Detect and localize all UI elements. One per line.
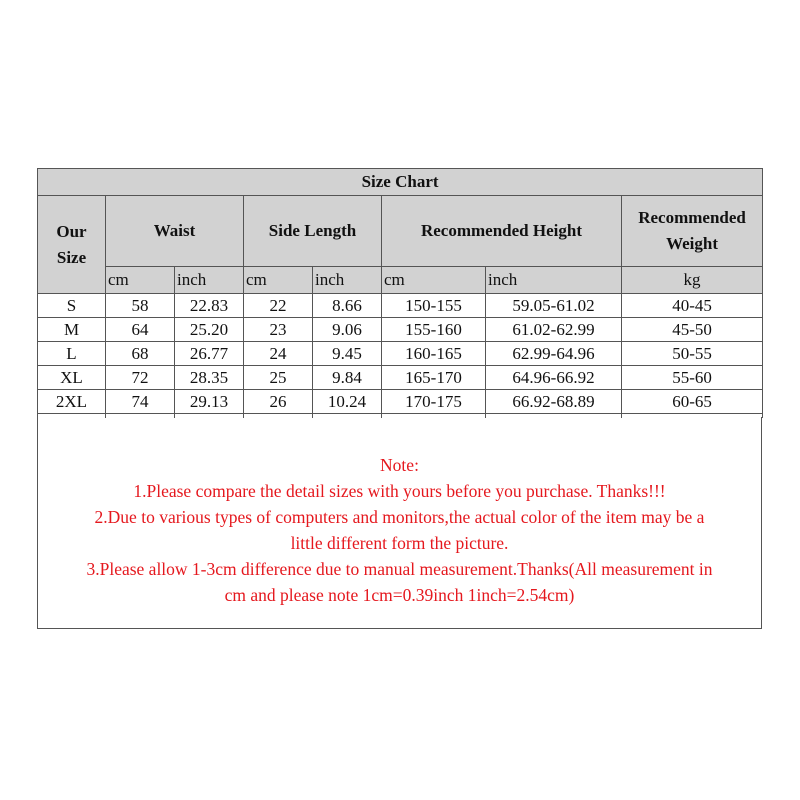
cell-waist-inch: 25.20 [175, 318, 244, 342]
chart-outer-border [37, 417, 762, 629]
unit-weight-kg: kg [622, 267, 763, 294]
note-line-5: cm and please note 1cm=0.39inch 1inch=2.54cm) [224, 585, 575, 605]
unit-side-cm: cm [244, 267, 313, 294]
cell-waist-inch: 22.83 [175, 294, 244, 318]
header-recommended-weight: Recommended Weight [622, 196, 763, 267]
cell-side-inch: 8.66 [313, 294, 382, 318]
cell-height-cm: 170-175 [382, 390, 486, 414]
cell-side-cm: 26 [244, 390, 313, 414]
cell-waist-cm: 72 [106, 366, 175, 390]
cell-waist-inch: 28.35 [175, 366, 244, 390]
cell-height-cm: 165-170 [382, 366, 486, 390]
cell-size: S [38, 294, 106, 318]
chart-title: Size Chart [38, 169, 763, 196]
table-row [38, 294, 763, 318]
cell-side-inch: 10.24 [313, 390, 382, 414]
cell-waist-cm: 68 [106, 342, 175, 366]
cell-side-cm: 23 [244, 318, 313, 342]
table-row [38, 366, 763, 390]
cell-height-inch: 59.05-61.02 [486, 294, 622, 318]
cell-height-inch: 62.99-64.96 [486, 342, 622, 366]
cell-side-inch: 9.06 [313, 318, 382, 342]
cell-waist-inch: 26.77 [175, 342, 244, 366]
note-line-4: 3.Please allow 1-3cm difference due to manual measurement.Thanks(All measurement in [86, 559, 713, 579]
cell-height-cm: 155-160 [382, 318, 486, 342]
unit-height-inch: inch [486, 267, 622, 294]
cell-weight: 40-45 [622, 294, 763, 318]
cell-side-cm: 24 [244, 342, 313, 366]
note-line-2: 2.Due to various types of computers and monitors,the actual color of the item may be a [94, 507, 705, 527]
cell-side-inch: 9.84 [313, 366, 382, 390]
cell-waist-cm: 74 [106, 390, 175, 414]
cell-waist-inch: 29.13 [175, 390, 244, 414]
header-side-length: Side Length [244, 196, 382, 267]
unit-waist-inch: inch [175, 267, 244, 294]
unit-height-cm: cm [382, 267, 486, 294]
cell-waist-cm: 64 [106, 318, 175, 342]
size-chart-table [37, 168, 763, 418]
cell-size: M [38, 318, 106, 342]
cell-side-cm: 25 [244, 366, 313, 390]
header-recommended-height: Recommended Height [382, 196, 622, 267]
table-row [38, 390, 763, 414]
cell-weight: 60-65 [622, 390, 763, 414]
cell-size: XL [38, 366, 106, 390]
cell-height-cm: 160-165 [382, 342, 486, 366]
header-our-size: Our Size [38, 196, 106, 294]
note-line-3: little different form the picture. [290, 533, 509, 553]
cell-waist-cm: 58 [106, 294, 175, 318]
cell-weight: 45-50 [622, 318, 763, 342]
unit-side-inch: inch [313, 267, 382, 294]
cell-height-cm: 150-155 [382, 294, 486, 318]
header-waist: Waist [106, 196, 244, 267]
cell-height-inch: 66.92-68.89 [486, 390, 622, 414]
cell-weight: 50-55 [622, 342, 763, 366]
cell-weight: 55-60 [622, 366, 763, 390]
cell-size: 2XL [38, 390, 106, 414]
note-line-1: 1.Please compare the detail sizes with yours before you purchase. Thanks!!! [133, 481, 666, 501]
cell-size: L [38, 342, 106, 366]
cell-height-inch: 61.02-62.99 [486, 318, 622, 342]
cell-height-inch: 64.96-66.92 [486, 366, 622, 390]
unit-waist-cm: cm [106, 267, 175, 294]
cell-side-cm: 22 [244, 294, 313, 318]
table-row [38, 342, 763, 366]
table-row [38, 318, 763, 342]
cell-side-inch: 9.45 [313, 342, 382, 366]
note-heading: Note: [380, 455, 419, 475]
